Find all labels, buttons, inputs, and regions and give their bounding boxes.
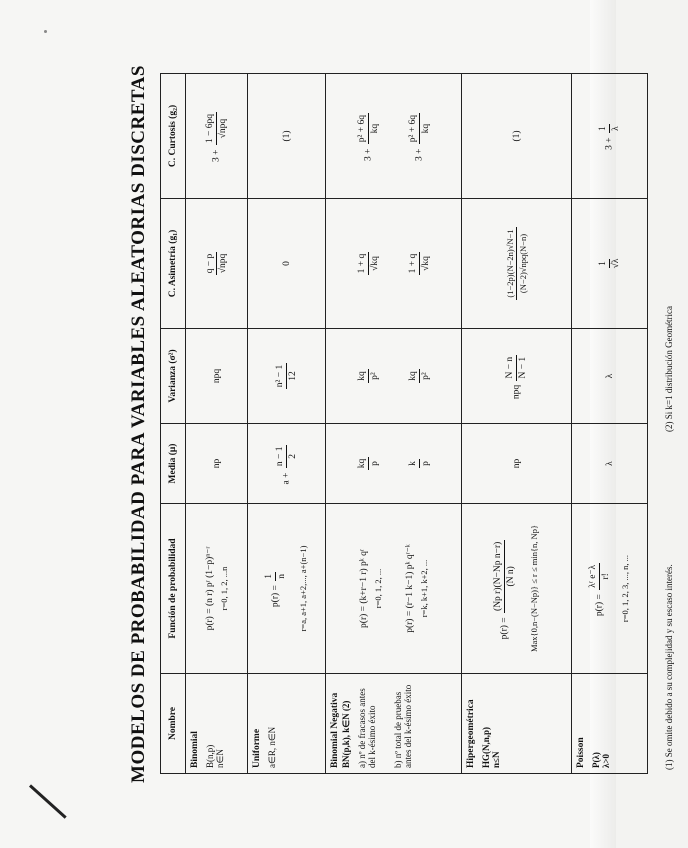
footnote-1: (1) Se omite debido a su complejidad y su escaso interés. <box>664 564 674 770</box>
table-row-binomial: Binomial B(n,p) n∈N p(r) = (n r) pʳ (1−p)ⁿ⁻ʳ r=0, 1, 2, ...n np npq q − p √npq 3 + 1 − 6pq √npq <box>186 74 248 774</box>
pmf-fraction: λʳ e⁻λ r! <box>588 564 611 588</box>
pmf-formula-a: p(r) = (k+r−1 r) pᵏ qʳ <box>358 549 369 628</box>
skew-fraction: (1−2p)(N−2n)√N−1 (N−2)√npq(N−n) <box>505 229 528 298</box>
row-name: Binomial <box>190 731 200 768</box>
pmf-fraction: 1 n <box>264 573 287 579</box>
kurtosis-fraction-a: p² + 6q kq <box>356 114 380 143</box>
col-curtosis: C. Curtosis (g₂) <box>161 74 186 199</box>
variance-fraction-a: kq p² <box>356 371 380 381</box>
row-params: a∈R, n∈N <box>267 726 277 768</box>
footnote-2: (2) Si k=1 distribución Geométrica <box>664 305 674 432</box>
table-row-poisson: Poisson P(λ) λ>0 p(r) = λʳ e⁻λ r! r=0, 1, 2, 3, ..., n, ... λ λ 1 √λ 3 + 1 λ <box>572 74 648 774</box>
pmf-formula: p(r) = (n r) pʳ (1−p)ⁿ⁻ʳ <box>204 546 215 631</box>
row-name: Binomial Negativa <box>330 692 340 768</box>
pmf-support-b: r=k, k+1, k+2, ... <box>418 559 429 618</box>
distribution-table <box>160 73 648 774</box>
variance-fraction-b: kq p² <box>407 371 431 381</box>
mean-fraction-a: kq p <box>356 458 380 469</box>
skew-fraction: q − p √npq <box>205 253 228 274</box>
table-row-uniforme: Uniforme a∈R, n∈N p(r) = 1 n r=a, a+1, a+2,..., a+(n−1) a + n − 1 2 n² − 1 12 0 (1) <box>248 74 326 774</box>
kurtosis-fraction-b: p² + 6q kq <box>407 114 431 143</box>
scan-speck <box>44 30 47 33</box>
variance-cell: npq <box>186 329 248 424</box>
table-row-hipergeometrica: Hipergeométrica HG(N,n,p) n≤N p(r) = (Np r)(N−Np n−r) (N n) Max{0,n−(N−Np)} ≤ r ≤ min{n, Np} np npq N − n N − 1 (1−2p)(N−2n)√N−1 (N−2)√npq(N−n) (1) <box>462 74 572 774</box>
kurtosis-cell: (1) <box>248 74 326 199</box>
skew-fraction-a: 1 + q √kq <box>356 253 380 274</box>
document-title: MODELOS DE PROBABILIDAD PARA VARIABLES ALEATORIAS DISCRETAS <box>128 65 149 783</box>
mean-cell: λ <box>572 424 648 504</box>
pmf-fraction: (Np r)(N−Np n−r) (N n) <box>493 541 516 611</box>
table-row-binomial-negativa: Binomial Negativa BN(p,k), k∈N (2) a) nº de fracasos antes del k-ésimo éxito b) nº total de pruebas antes del k-ésimo éxito p(r) = (k+r−1 r) pᵏ qʳ r=0, 1, 2, ... p(r) = (r−1 k−1) pᵏ qʳ⁻ᵏ r=k, k+1, k+2, ... kq p k p kq p² kq p² 1 + q √kq 1 + q √kq 3 + p² + 6q kq 3 + p² + 6q kq <box>326 74 462 774</box>
variance-fraction: n² − 1 12 <box>275 364 298 388</box>
variance-cell: λ <box>572 329 648 424</box>
case-a-label: a) nº de fracasos antes del k-ésimo éxito <box>357 688 377 768</box>
row-name: Uniforme <box>252 728 262 768</box>
mean-fraction-b: k p <box>407 461 431 466</box>
col-funcion: Función de probabilidad <box>161 504 186 674</box>
row-params: HG(N,n,p) n≤N <box>481 726 501 768</box>
pen-mark <box>29 784 67 818</box>
row-name: Hipergeométrica <box>466 699 476 768</box>
pmf-support: Max{0,n−(N−Np)} ≤ r ≤ min{n, Np} <box>529 524 539 653</box>
rotated-document <box>128 44 688 804</box>
kurtosis-fraction: 1 λ <box>598 126 621 131</box>
col-varianza: Varianza (σ²) <box>161 329 186 424</box>
row-params: P(λ) λ>0 <box>591 752 611 768</box>
mean-cell: np <box>186 424 248 504</box>
skew-fraction: 1 √λ <box>598 258 621 269</box>
mean-fraction: n − 1 2 <box>275 446 298 467</box>
skew-cell: 0 <box>248 199 326 329</box>
pmf-formula-b: p(r) = (r−1 k−1) pᵏ qʳ⁻ᵏ <box>404 544 415 633</box>
kurtosis-cell: (1) <box>462 74 572 199</box>
header-row <box>161 74 186 774</box>
pmf-support: r=a, a+1, a+2,..., a+(n−1) <box>298 545 308 632</box>
skew-fraction-b: 1 + q √kq <box>407 253 431 274</box>
row-params: B(n,p) n∈N <box>205 744 225 768</box>
mean-cell: np <box>462 424 572 504</box>
variance-fraction: N − n N − 1 <box>505 356 528 379</box>
pmf-support: r=0, 1, 2, ...n <box>218 566 229 611</box>
row-name: Poisson <box>576 737 586 768</box>
row-params: BN(p,k), k∈N (2) <box>341 700 351 768</box>
pmf-support: r=0, 1, 2, 3, ..., n, ... <box>620 554 630 623</box>
col-asimetria: C. Asimetría (g₁) <box>161 199 186 329</box>
col-nombre: Nombre <box>161 674 186 774</box>
col-media: Media (μ) <box>161 424 186 504</box>
case-b-label: b) nº total de pruebas antes del k-ésimo éxito <box>393 684 413 768</box>
kurtosis-fraction: 1 − 6pq √npq <box>205 114 228 144</box>
pmf-support-a: r=0, 1, 2, ... <box>372 568 383 609</box>
